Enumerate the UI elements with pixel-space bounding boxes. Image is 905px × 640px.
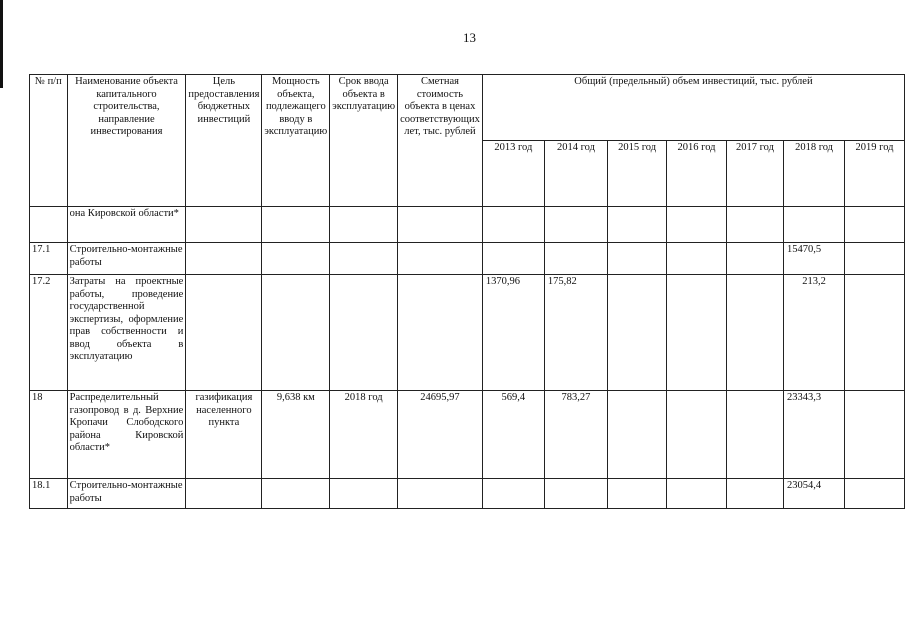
cell-2015	[608, 391, 667, 479]
cell-goal	[186, 243, 262, 275]
cell-2017	[726, 479, 783, 509]
header-name: Наименование объекта капитального строительства, направление инвестирования	[67, 75, 186, 207]
cell-num: 17.1	[30, 243, 68, 275]
cell-2017	[726, 243, 783, 275]
cell-cost	[398, 207, 483, 243]
header-year-2015: 2015 год	[608, 141, 667, 207]
cell-term	[330, 243, 398, 275]
header-year-2019: 2019 год	[845, 141, 905, 207]
cell-2019	[845, 207, 905, 243]
cell-2016	[667, 207, 727, 243]
header-year-2016: 2016 год	[667, 141, 727, 207]
cell-2015	[608, 275, 667, 391]
cell-2013: 569,4	[482, 391, 544, 479]
cell-2018: 23343,3	[784, 391, 845, 479]
cell-goal	[186, 479, 262, 509]
cell-2013	[482, 243, 544, 275]
cell-num: 17.2	[30, 275, 68, 391]
cell-2014: 783,27	[544, 391, 607, 479]
cell-term	[330, 275, 398, 391]
cell-2016	[667, 275, 727, 391]
cell-2014: 175,82	[544, 275, 607, 391]
cell-goal	[186, 207, 262, 243]
cell-cost	[398, 275, 483, 391]
cell-num	[30, 207, 68, 243]
investment-table	[29, 74, 905, 509]
cell-2019	[845, 479, 905, 509]
cell-2018: 15470,5	[784, 243, 845, 275]
header-year-2017: 2017 год	[726, 141, 783, 207]
cell-name: Строительно-монтажные работы	[67, 479, 186, 509]
cell-name: она Кировской области*	[67, 207, 186, 243]
cell-capacity	[262, 275, 330, 391]
cell-2016	[667, 243, 727, 275]
header-year-2018: 2018 год	[784, 141, 845, 207]
cell-name: Распределительный газопровод в д. Верхние Кропачи Слободского района Кировской области*	[67, 391, 186, 479]
cell-2013	[482, 479, 544, 509]
cell-2014	[544, 207, 607, 243]
table-row	[30, 207, 905, 243]
cell-cost	[398, 243, 483, 275]
cell-2016	[667, 479, 727, 509]
header-capacity: Мощность объекта, подлежащего вводу в эксплуатацию	[262, 75, 330, 207]
table-row	[30, 479, 905, 509]
cell-2013	[482, 207, 544, 243]
cell-capacity	[262, 479, 330, 509]
cell-cost	[398, 479, 483, 509]
cell-2019	[845, 391, 905, 479]
cell-2018	[784, 207, 845, 243]
cell-name: Строительно-монтажные работы	[67, 243, 186, 275]
cell-goal: газификация населенного пункта	[186, 391, 262, 479]
table-row	[30, 275, 905, 391]
cell-2015	[608, 243, 667, 275]
cell-2017	[726, 207, 783, 243]
header-term: Срок ввода объекта в эксплуатацию	[330, 75, 398, 207]
page-number: 13	[463, 30, 476, 45]
cell-2018: 23054,4	[784, 479, 845, 509]
cell-2016	[667, 391, 727, 479]
header-year-2014: 2014 год	[544, 141, 607, 207]
cell-2014	[544, 479, 607, 509]
cell-cost: 24695,97	[398, 391, 483, 479]
cell-goal	[186, 275, 262, 391]
cell-2019	[845, 243, 905, 275]
cell-2019	[845, 275, 905, 391]
cell-capacity	[262, 243, 330, 275]
cell-2017	[726, 275, 783, 391]
cell-2018: 213,2	[784, 275, 845, 391]
table-row	[30, 243, 905, 275]
header-goal: Цель предоставления бюджетных инвестиций	[186, 75, 262, 207]
header-cost: Сметная стоимость объекта в ценах соответствующих лет, тыс. рублей	[398, 75, 483, 207]
cell-2013: 1370,96	[482, 275, 544, 391]
cell-2015	[608, 479, 667, 509]
cell-term	[330, 479, 398, 509]
cell-2015	[608, 207, 667, 243]
cell-2017	[726, 391, 783, 479]
header-year-2013: 2013 год	[482, 141, 544, 207]
cell-term	[330, 207, 398, 243]
cell-num: 18	[30, 391, 68, 479]
cell-num: 18.1	[30, 479, 68, 509]
table-row	[30, 391, 905, 479]
cell-term: 2018 год	[330, 391, 398, 479]
cell-capacity	[262, 207, 330, 243]
cell-2014	[544, 243, 607, 275]
scan-edge-mark	[0, 0, 3, 88]
header-num: № п/п	[30, 75, 68, 207]
header-investment-group: Общий (предельный) объем инвестиций, тыс. рублей	[482, 75, 904, 141]
cell-name: Затраты на проектные работы, проведение государственной экспертизы, оформление прав собственности и ввод объекта в эксплуатацию	[67, 275, 186, 391]
cell-capacity: 9,638 км	[262, 391, 330, 479]
